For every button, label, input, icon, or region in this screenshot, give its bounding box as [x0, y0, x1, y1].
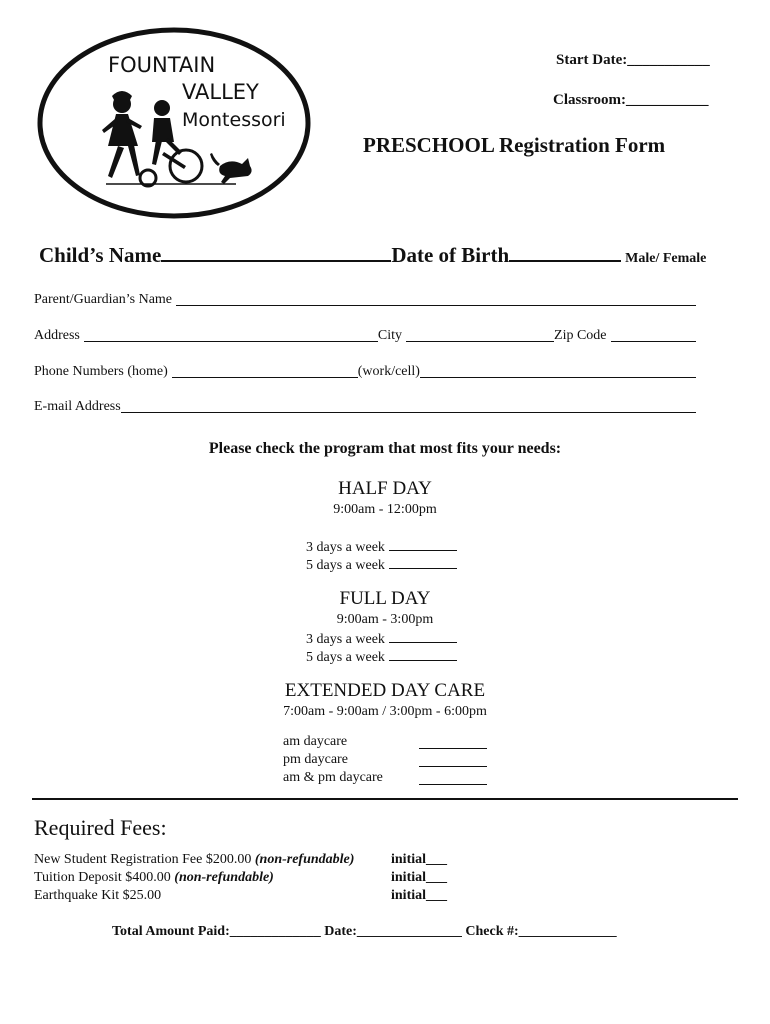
email-row	[34, 399, 696, 415]
initial-registration[interactable]: initial___	[391, 852, 448, 867]
logo-line-1: FOUNTAIN	[108, 53, 216, 77]
start-date-field[interactable]: Start Date:___________	[556, 52, 710, 68]
full-day-time: 9:00am - 3:00pm	[336, 612, 434, 627]
classroom-field[interactable]: Classroom:___________	[553, 92, 709, 108]
payment-summary[interactable]: Total Amount Paid:_____________ Date:_______________ Check #:______________	[112, 924, 617, 939]
address-row	[34, 328, 696, 344]
half-day-5days-label: 5 days a week	[306, 558, 385, 573]
logo-line-3: Montessori	[182, 109, 286, 131]
fee-registration-label: New Student Registration Fee $200.00	[34, 852, 252, 867]
parent-label: Parent/Guardian’s Name	[34, 292, 173, 307]
phone-home-input[interactable]	[172, 365, 358, 378]
city-input[interactable]	[406, 329, 554, 342]
logo-line-2: VALLEY	[182, 80, 259, 104]
full-day-3days-label: 3 days a week	[306, 632, 385, 647]
program-prompt: Please check the program that most fits your needs:	[208, 440, 562, 457]
initial-tuition[interactable]: initial___	[391, 870, 448, 885]
half-day-5days-input[interactable]	[389, 556, 457, 569]
half-day-5days[interactable]	[306, 556, 457, 574]
phone-row	[34, 364, 696, 380]
initial-earthquake[interactable]: initial___	[391, 888, 448, 903]
am-pm-daycare-label: am & pm daycare	[283, 770, 383, 785]
half-day-3days-label: 3 days a week	[306, 540, 385, 555]
gender-option[interactable]: Male/ Female	[625, 251, 707, 266]
parent-input[interactable]	[176, 293, 696, 306]
parent-row	[34, 292, 696, 308]
child-name-input[interactable]	[161, 240, 391, 262]
child-name-label: Child’s Name	[39, 243, 162, 267]
email-input[interactable]	[121, 400, 696, 413]
half-day-3days-input[interactable]	[389, 538, 457, 551]
extended-title: EXTENDED DAY CARE	[284, 680, 486, 701]
fee-registration	[34, 852, 354, 868]
phone-home-label: Phone Numbers (home)	[34, 364, 168, 379]
full-day-3days[interactable]	[306, 630, 457, 648]
full-day-title: FULL DAY	[339, 588, 431, 609]
child-info-row	[39, 240, 739, 268]
am-daycare-input[interactable]	[419, 736, 487, 749]
pm-daycare-label: pm daycare	[283, 752, 348, 767]
half-day-time: 9:00am - 12:00pm	[333, 502, 437, 517]
full-day-3days-input[interactable]	[389, 630, 457, 643]
school-logo	[36, 26, 312, 220]
city-label: City	[377, 328, 403, 343]
extended-time: 7:00am - 9:00am / 3:00pm - 6:00pm	[283, 704, 487, 719]
half-day-3days[interactable]	[306, 538, 457, 556]
fee-tuition-note: (non-refundable)	[174, 870, 274, 885]
logo-graphic	[36, 26, 312, 220]
zip-label: Zip Code	[554, 328, 607, 343]
full-day-5days-label: 5 days a week	[306, 650, 385, 665]
am-daycare-label: am daycare	[283, 734, 348, 749]
full-day-5days-input[interactable]	[389, 648, 457, 661]
phone-work-input[interactable]	[420, 365, 696, 378]
fee-tuition-label: Tuition Deposit $400.00	[34, 870, 171, 885]
email-label: E-mail Address	[34, 399, 121, 414]
section-divider	[32, 798, 738, 800]
am-pm-daycare-input[interactable]	[419, 772, 487, 785]
fee-tuition	[34, 870, 274, 886]
dob-label: Date of Birth	[391, 243, 510, 267]
children-silhouette-icon	[102, 91, 252, 186]
half-day-title: HALF DAY	[338, 478, 432, 499]
dob-input[interactable]	[509, 240, 621, 262]
full-day-5days[interactable]	[306, 648, 457, 666]
pm-daycare-input[interactable]	[419, 754, 487, 767]
fees-heading: Required Fees:	[34, 815, 167, 840]
fee-earthquake: Earthquake Kit $25.00	[34, 888, 162, 903]
fee-registration-note: (non-refundable)	[254, 852, 355, 867]
address-label: Address	[34, 328, 80, 343]
phone-work-label: (work/cell)	[357, 364, 420, 379]
form-title: PRESCHOOL Registration Form	[363, 133, 666, 157]
zip-input[interactable]	[611, 329, 696, 342]
address-input[interactable]	[84, 329, 378, 342]
